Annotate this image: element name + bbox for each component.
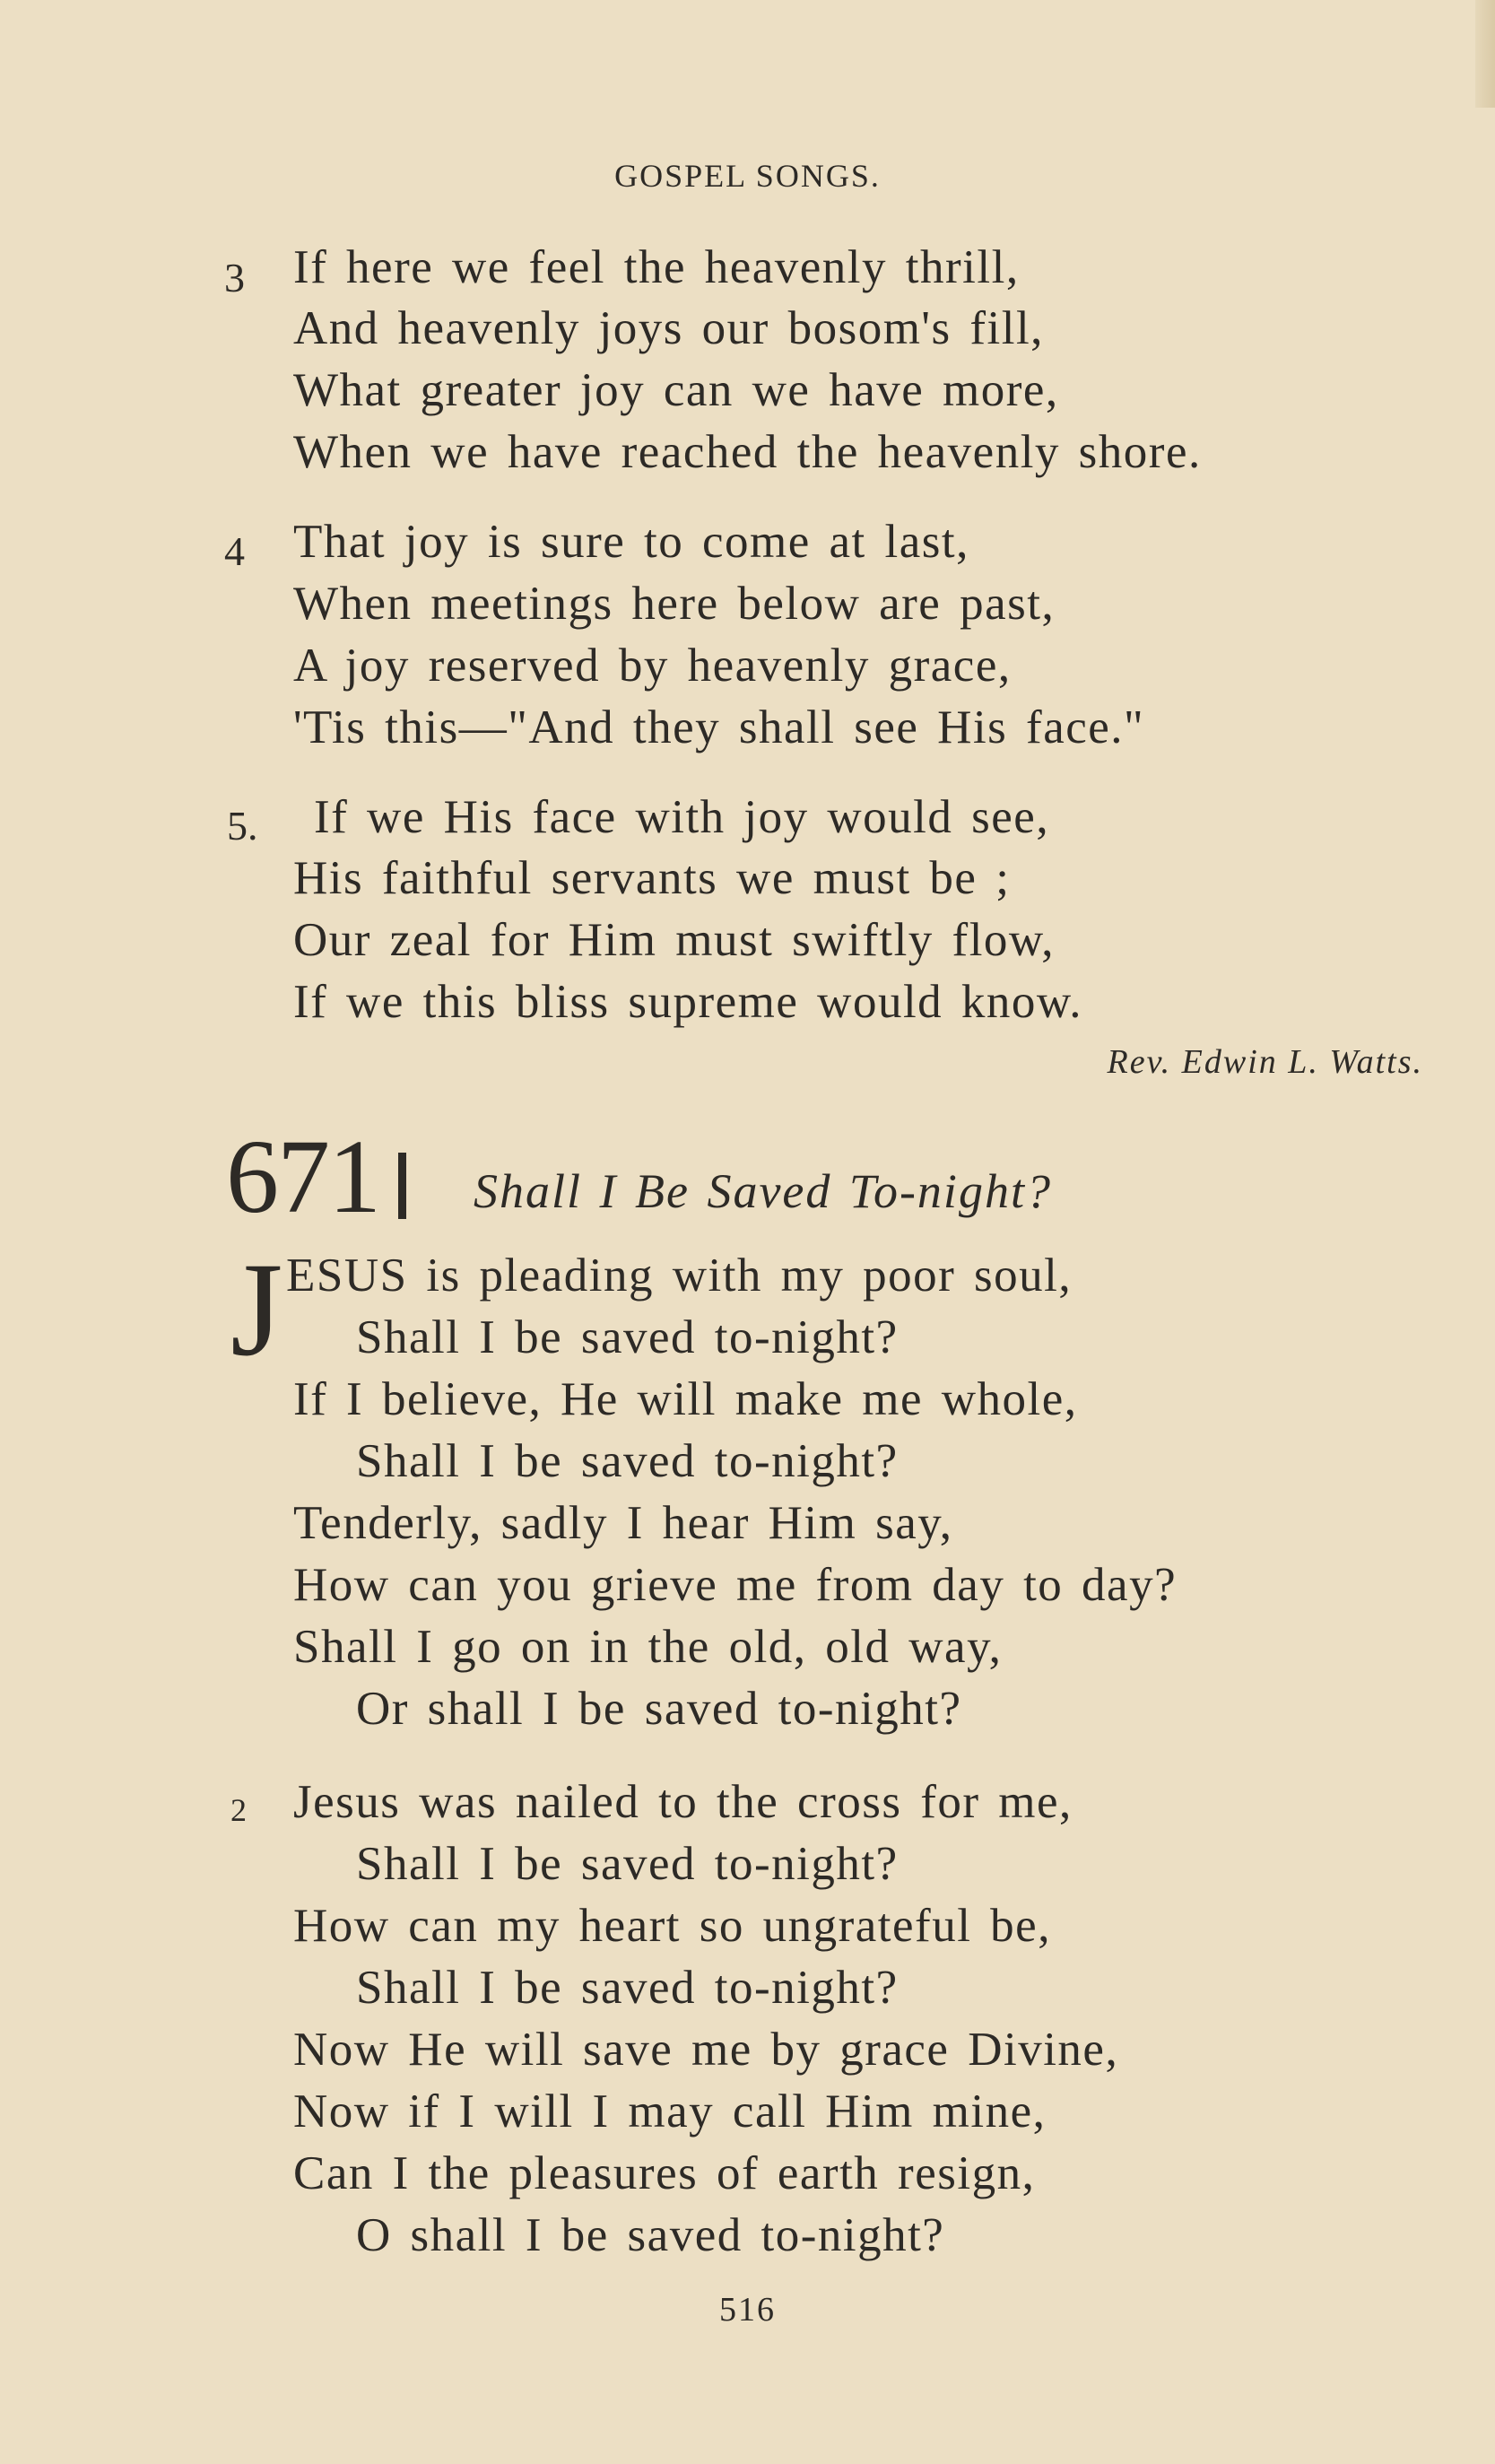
verse-line: Shall I be saved to-night? xyxy=(356,1838,899,1890)
verse-line: If I believe, He will make me whole, xyxy=(293,1373,1078,1425)
verse-line: A joy reserved by heavenly grace, xyxy=(293,640,1012,692)
verse-line: Can I the pleasures of earth resign, xyxy=(293,2147,1036,2199)
paper-edge xyxy=(1475,0,1495,108)
verse-line: Our zeal for Him must swiftly flow, xyxy=(293,914,1056,966)
verse-line: That joy is sure to come at last, xyxy=(293,516,969,568)
verse-line: Shall I be saved to-night? xyxy=(356,1311,899,1363)
page-number: 516 xyxy=(719,2291,776,2329)
stanza-number: 3 xyxy=(224,255,245,300)
drop-cap: J xyxy=(230,1235,283,1384)
verse-line: When we have reached the heavenly shore. xyxy=(293,426,1202,478)
stanza-number: 5. xyxy=(227,803,258,849)
verse-line: How can you grieve me from day to day? xyxy=(293,1559,1178,1611)
stanza-number: 2 xyxy=(230,1792,247,1828)
verse-line: Now He will save me by grace Divine, xyxy=(293,2024,1119,2076)
verse-line: Shall I go on in the old, old way, xyxy=(293,1621,1003,1673)
author-attribution: Rev. Edwin L. Watts. xyxy=(1107,1043,1423,1081)
running-head: GOSPEL SONGS. xyxy=(614,158,881,194)
hymn-number: 671 xyxy=(226,1118,379,1235)
stanza-number: 4 xyxy=(224,528,245,574)
hymn-title: Shall I Be Saved To-night? xyxy=(474,1164,1052,1218)
verse-line: His faithful servants we must be ; xyxy=(293,852,1011,904)
verse-line: Tenderly, sadly I hear Him say, xyxy=(293,1497,953,1549)
verse-line: Now if I will I may call Him mine, xyxy=(293,2085,1047,2137)
verse-line: When meetings here below are past, xyxy=(293,578,1056,630)
verse-line: 'Tis this—"And they shall see His face." xyxy=(293,701,1145,753)
verse-line: If we His face with joy would see, xyxy=(314,791,1050,843)
verse-line: And heavenly joys our bosom's fill, xyxy=(293,302,1044,354)
verse-line: Shall I be saved to-night? xyxy=(356,1435,899,1487)
hymn-number-rule xyxy=(398,1153,406,1219)
verse-line: Or shall I be saved to-night? xyxy=(356,1683,962,1735)
verse-line: If here we feel the heavenly thrill, xyxy=(293,241,1020,293)
verse-line: Jesus was nailed to the cross for me, xyxy=(293,1776,1073,1828)
verse-line: If we this bliss supreme would know. xyxy=(293,976,1083,1028)
verse-line: Shall I be saved to-night? xyxy=(356,1962,899,2014)
verse-line: What greater joy can we have more, xyxy=(293,364,1059,416)
verse-line: O shall I be saved to-night? xyxy=(356,2209,945,2261)
verse-line: ESUS is pleading with my poor soul, xyxy=(286,1249,1073,1302)
verse-line: How can my heart so ungrateful be, xyxy=(293,1900,1051,1952)
